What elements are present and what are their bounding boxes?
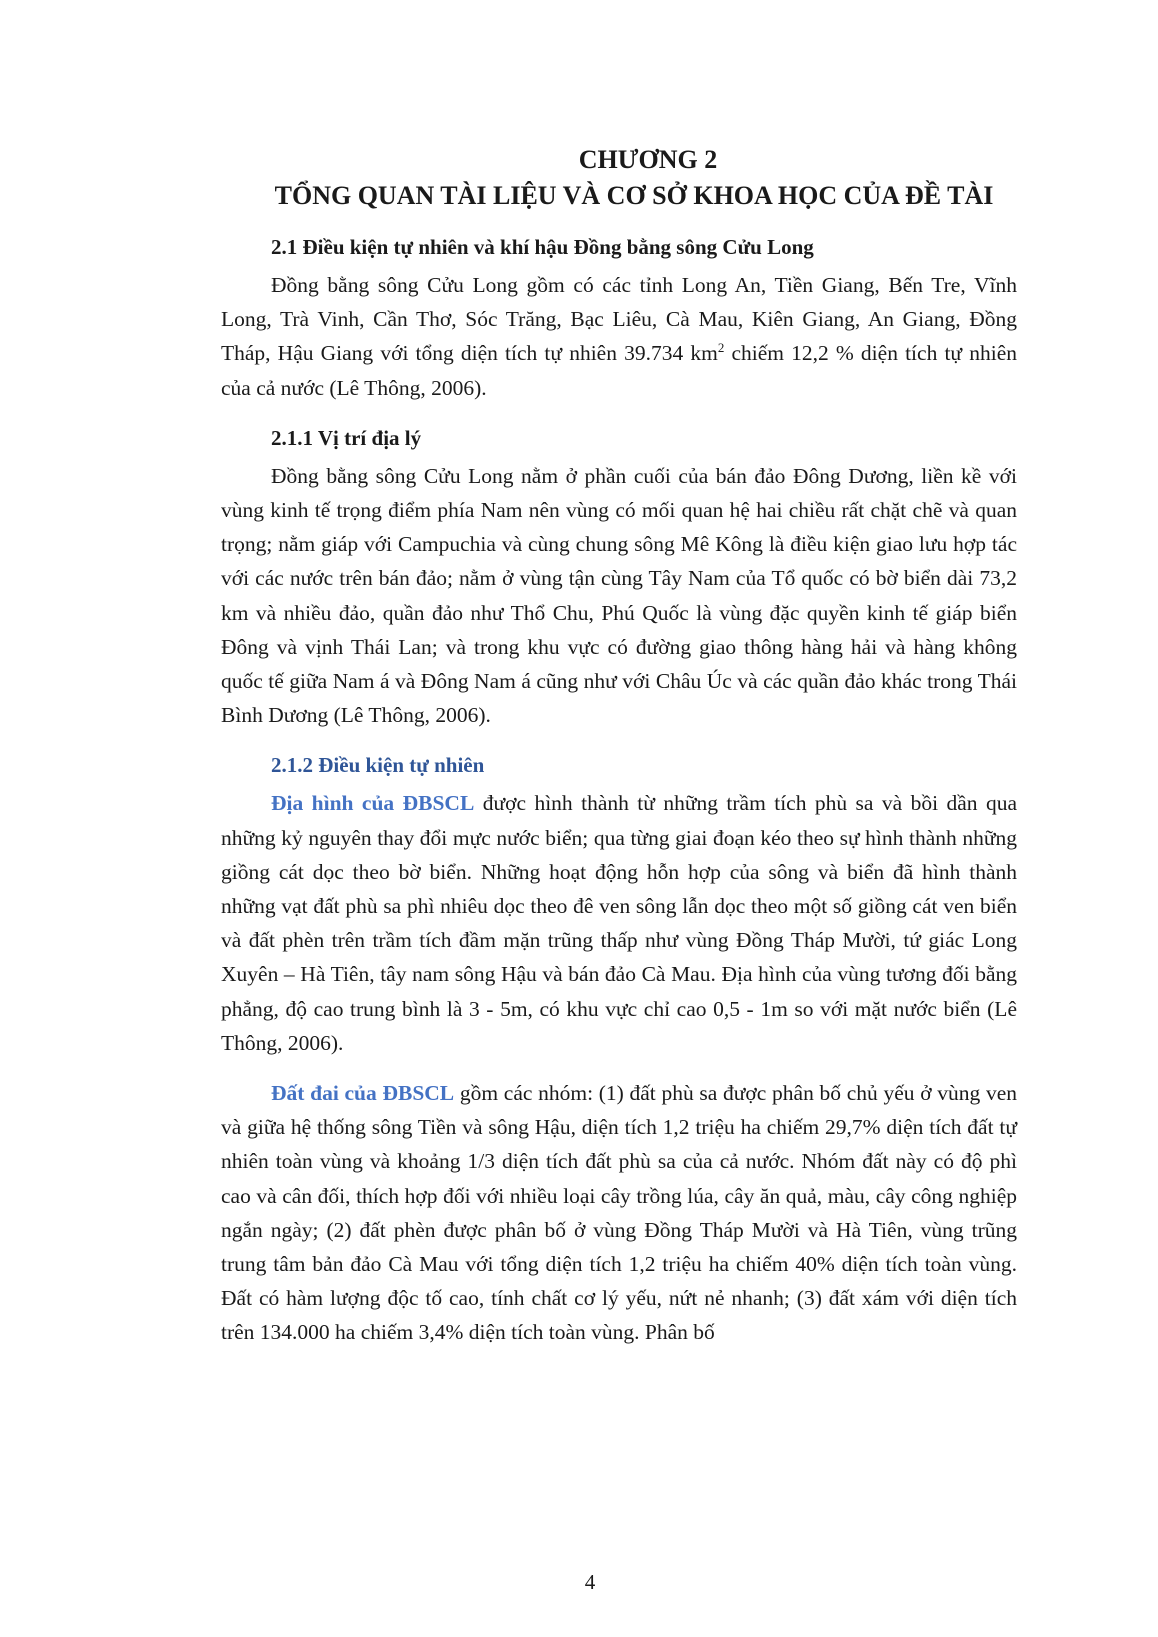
chapter-label: CHƯƠNG 2 <box>578 145 718 174</box>
soil-lead: Đất đai của ĐBSCL <box>271 1081 455 1106</box>
section-2-1-text: Đồng bằng sông Cửu Long gồm có các tỉnh Long An, Tiền Giang, Bến Tre, Vĩnh Long, Trà Vinh, Cần Thơ, Sóc Trăng, Bạc Liêu, Cà Mau, Kiên Giang, An Giang, Đồng Tháp, Hậu Giang với tổng diện tích tự nhiên 39.734 km <box>221 273 1017 366</box>
section-2-1-1-heading: 2.1.1 Vị trí địa lý <box>271 425 422 450</box>
section-2-1-2-heading: 2.1.2 Điều kiện tự nhiên <box>271 753 485 778</box>
page-content <box>221 142 1017 1366</box>
section-2-1-text-end: chiếm 12,2 % diện tích tự nhiên của cả nước (Lê Thông, 2006). <box>221 341 1017 400</box>
chapter-title: TỔNG QUAN TÀI LIỆU VÀ CƠ SỞ KHOA HỌC CỦA ĐỀ TÀI <box>274 181 994 210</box>
page-number: 4 <box>584 1570 596 1594</box>
terrain-paragraph <box>221 786 1017 1060</box>
superscript-2: 2 <box>717 340 725 356</box>
soil-paragraph <box>221 1076 1017 1350</box>
section-2-1-paragraph <box>221 268 1017 405</box>
section-2-1-heading: 2.1 Điều kiện tự nhiên và khí hậu Đồng bằng sông Cửu Long <box>271 235 814 259</box>
section-2-1-1-paragraph: Đồng bằng sông Cửu Long nằm ở phần cuối của bán đảo Đông Dương, liền kề với vùng kinh tế trọng điểm phía Nam nên vùng có mối quan hệ hai chiều rất chặt chẽ và quan trọng; nằm giáp với Campuchia và cùng chung sông Mê Kông là điều kiện giao lưu hợp tác với các nước trên bán đảo; nằm ở vùng tận cùng Tây Nam của Tổ quốc có bờ biển dài 73,2 km và nhiều đảo, quần đảo như Thổ Chu, Phú Quốc là vùng đặc quyền kinh tế giáp biển Đông và vịnh Thái Lan; và trong khu vực có đường giao thông hàng hải và hàng không quốc tế giữa Nam á và Đông Nam á cũng như với Châu Úc và các quần đảo khác trong Thái Bình Dương (Lê Thông, 2006). <box>221 463 1017 728</box>
soil-text: gồm các nhóm: (1) đất phù sa được phân bố chủ yếu ở vùng ven và giữa hệ thống sông Tiền và sông Hậu, diện tích 1,2 triệu ha chiếm 29,7% diện tích đất tự nhiên toàn vùng và khoảng 1/3 diện tích đất phù sa của cả nước. Nhóm đất này có độ phì cao và cân đối, thích hợp đối với nhiều loại cây trồng lúa, cây ăn quả, màu, cây công nghiệp ngắn ngày; (2) đất phèn được phân bố ở vùng Đồng Tháp Mười và Hà Tiên, vùng trũng trung tâm bản đảo Cà Mau với tổng diện tích 1,2 triệu ha chiếm 40% diện tích toàn vùng. Đất có hàm lượng độc tố cao, tính chất cơ lý yếu, nứt nẻ nhanh; (3) đất xám với diện tích trên 134.000 ha chiếm 3,4% diện tích toàn vùng. Phân bố <box>221 1081 1017 1345</box>
terrain-lead: Địa hình của ĐBSCL <box>271 791 475 816</box>
terrain-text: được hình thành từ những trầm tích phù sa và bồi dần qua những kỷ nguyên thay đổi mực nước biển; qua từng giai đoạn kéo theo sự hình thành những giồng cát dọc theo bờ biển. Những hoạt động hỗn hợp của sông và biển đã hình thành những vạt đất phù sa phì nhiêu dọc theo đê ven sông lẫn dọc theo một số giồng cát ven biển và đất phèn trên trầm tích đầm mặn trũng thấp như vùng Đồng Tháp Mười, tứ giác Long Xuyên – Hà Tiên, tây nam sông Hậu và bán đảo Cà Mau. Địa hình của vùng tương đối bằng phẳng, độ cao trung bình là 3 - 5m, có khu vực chỉ cao 0,5 - 1m so với mặt nước biển (Lê Thông, 2006). <box>221 791 1017 1055</box>
